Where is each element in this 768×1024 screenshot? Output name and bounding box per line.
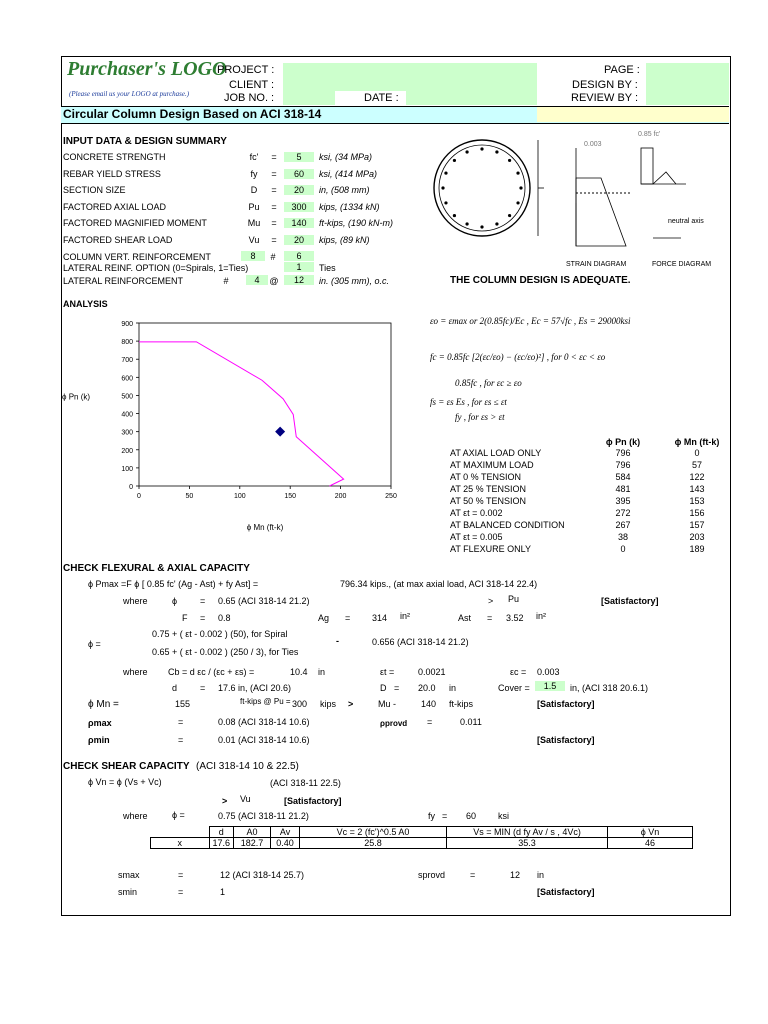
input-label: SECTION SIZE xyxy=(63,185,126,195)
input-val[interactable]: 60 xyxy=(284,169,314,179)
cb-unit: in xyxy=(318,667,326,677)
cap-row-pn: 796 xyxy=(615,448,631,458)
smax-value: 12 (ACI 318-14 25.7) xyxy=(220,870,305,880)
table-row xyxy=(151,827,693,838)
mn-value: 155 xyxy=(175,699,191,709)
adequate-message: THE COLUMN DESIGN IS ADEQUATE. xyxy=(450,275,631,286)
review-by-label: REVIEW BY : xyxy=(571,92,639,104)
rho-min-value: 0.01 (ACI 318-14 10.6) xyxy=(218,735,310,745)
cap-row-label: AT AXIAL LOAD ONLY xyxy=(450,448,542,458)
rho-satisfactory: [Satisfactory] xyxy=(537,735,595,745)
rebar xyxy=(465,222,468,225)
kips-unit: kips xyxy=(320,699,337,709)
rho-max-label: ρmax xyxy=(88,718,112,728)
gt-sign: > xyxy=(222,796,228,806)
date-label: DATE : xyxy=(364,92,399,104)
input-eq: = xyxy=(271,168,277,179)
cap-row-pn: 395 xyxy=(615,496,631,506)
td-a0: 182.7 xyxy=(234,838,271,849)
pmax-equation: ϕ Pmax =F ϕ [ 0.85 fc' (Ag - Ast) + fy Ast] = xyxy=(88,579,259,589)
mu-label: Mu - xyxy=(378,699,396,709)
phi-shear-value: 0.75 (ACI 318-11 21.2) xyxy=(218,811,309,821)
cover-unit: in, (ACI 318 20.6.1) xyxy=(570,683,649,693)
fy-label: fy xyxy=(428,811,436,821)
input-val[interactable]: 300 xyxy=(284,202,314,212)
td-phivn: 46 xyxy=(608,838,693,849)
cover-label: Cover = xyxy=(498,683,530,693)
smax-label: smax xyxy=(118,870,140,880)
input-unit: ksi, (414 MPa) xyxy=(319,168,378,179)
cap-row-label: AT MAXIMUM LOAD xyxy=(450,460,534,470)
sprov-label: sprovd xyxy=(418,870,446,880)
input-unit: ksi, (34 MPa) xyxy=(319,152,373,162)
eps-label: 0.003 xyxy=(584,141,602,148)
td-av: 0.40 xyxy=(271,838,300,849)
rho-prov-value: 0.011 xyxy=(460,717,482,727)
pu-label: Pu xyxy=(508,594,520,604)
y-tick-label: 800 xyxy=(121,339,133,347)
x-tick-label: 0 xyxy=(137,493,141,500)
vu-label: Vu xyxy=(240,794,251,804)
input-unit: ft-kips, (190 kN-m) xyxy=(319,218,394,228)
th-a0: A0 xyxy=(234,827,271,838)
s-satisfactory: [Satisfactory] xyxy=(537,887,595,897)
ec-label: εc = xyxy=(510,667,527,677)
ec-value: 0.003 xyxy=(537,667,560,677)
rho-min-label: ρmin xyxy=(88,735,110,745)
eq-sign: = xyxy=(178,735,184,745)
cap-row-mn: 0 xyxy=(694,448,700,458)
cap-row-mn: 189 xyxy=(689,544,705,554)
eq-fs-b: fy , for εs > εt xyxy=(455,412,505,422)
smin-value: 1 xyxy=(220,887,226,897)
cap-row-pn: 481 xyxy=(615,484,631,494)
rebar xyxy=(453,214,456,217)
phi-ties: 0.65 + ( εt - 0.002 ) (250 / 3), for Ties xyxy=(152,647,299,657)
input-sym: fy xyxy=(250,168,258,179)
input-val[interactable]: 20 xyxy=(284,235,314,245)
cb-value: 10.4 xyxy=(290,667,308,677)
cover-input[interactable]: 1.5 xyxy=(535,681,565,691)
input-label: FACTORED AXIAL LOAD xyxy=(63,201,167,212)
mu-value: 140 xyxy=(421,699,437,709)
lat-opt-label: LATERAL REINF. OPTION (0=Spirals, 1=Ties) xyxy=(63,263,249,273)
rebar xyxy=(495,222,498,225)
eq-sign: = xyxy=(178,717,184,727)
vert-size[interactable]: 6 xyxy=(284,251,314,261)
F-symbol: F xyxy=(182,613,188,623)
th-vc: Vc = 2 (fc')^0.5 A0 xyxy=(300,827,447,838)
rebar xyxy=(480,147,483,150)
vn-satisfactory: [Satisfactory] xyxy=(284,796,342,806)
th-av: Av xyxy=(271,827,300,838)
rebar-group xyxy=(441,147,522,228)
pmax-satisfactory: [Satisfactory] xyxy=(601,596,659,606)
rebar xyxy=(465,150,468,153)
Ast-symbol: Ast xyxy=(458,613,472,623)
eq-sign: = xyxy=(200,613,206,623)
input-unit: kips, (1334 kN) xyxy=(319,201,380,212)
input-eq: = xyxy=(271,234,277,245)
input-heading: INPUT DATA & DESIGN SUMMARY xyxy=(63,136,227,147)
rebar xyxy=(480,225,483,228)
input-sym: Mu xyxy=(247,218,261,228)
input-label: CONCRETE STRENGTH xyxy=(63,152,166,162)
D-symbol: D xyxy=(380,683,387,693)
cap-row-pn: 38 xyxy=(617,532,628,542)
eq-fc-b: 0.85fc , for εc ≥ εo xyxy=(455,378,522,388)
input-val[interactable]: 20 xyxy=(284,185,314,195)
job-label: JOB NO. : xyxy=(224,92,275,104)
tie-outline xyxy=(439,145,525,231)
y-axis-label: ϕ Pn (k) xyxy=(62,392,91,402)
lat-size[interactable]: 4 xyxy=(246,275,268,285)
project-label: PROJECT : xyxy=(217,64,275,76)
shear-heading: CHECK SHEAR CAPACITY xyxy=(63,761,190,772)
logo-note: (Please email us your LOGO at purchase.) xyxy=(69,90,190,98)
lat-unit: in. (305 mm), o.c. xyxy=(319,276,390,286)
F-value: 0.8 xyxy=(218,613,231,623)
in2-unit: in² xyxy=(400,611,411,621)
mn-satisfactory: [Satisfactory] xyxy=(537,699,595,709)
y-tick-label: 200 xyxy=(121,447,133,455)
td-x: x xyxy=(151,838,210,849)
rebar xyxy=(519,186,522,189)
in-unit: in xyxy=(537,870,545,880)
fy-value: 60 xyxy=(466,811,477,821)
D-value: 20.0 xyxy=(418,683,436,693)
eq-sign: = xyxy=(345,613,351,623)
eq-sign: = xyxy=(427,717,433,727)
cap-row-label: AT BALANCED CONDITION xyxy=(450,520,565,530)
y-tick-label: 600 xyxy=(121,375,133,383)
cap-row-mn: 203 xyxy=(689,532,705,542)
input-val[interactable]: 140 xyxy=(284,218,314,228)
input-eq: = xyxy=(271,185,277,195)
eq-sign: = xyxy=(178,870,184,880)
rho-prov-label: ρprovd xyxy=(380,719,408,728)
eq-sign: = xyxy=(200,596,206,606)
y-tick-label: 700 xyxy=(121,357,133,365)
eq-sign: = xyxy=(487,613,493,623)
lat-opt-text: Ties xyxy=(319,263,336,273)
vert-hash: # xyxy=(270,252,276,262)
design-by-label: DESIGN BY : xyxy=(572,79,638,91)
rebar xyxy=(508,214,511,217)
flexural-heading: CHECK FLEXURAL & AXIAL CAPACITY xyxy=(63,563,250,574)
cap-row-label: AT 0 % TENSION xyxy=(450,472,522,482)
neutral-axis-label: neutral axis xyxy=(668,218,704,225)
x-tick-label: 100 xyxy=(233,493,246,500)
cb-equation: Cb = d εc / (εc + εs) = xyxy=(168,667,255,677)
cap-row-label: AT 25 % TENSION xyxy=(450,484,527,494)
Ast-value: 3.52 xyxy=(506,613,524,623)
x-tick-label: 50 xyxy=(185,493,194,500)
column-outline xyxy=(434,140,530,236)
rebar xyxy=(495,150,498,153)
client-label: CLIENT : xyxy=(229,79,275,91)
section-diagram xyxy=(426,128,728,274)
y-tick-label: 500 xyxy=(121,393,133,401)
th-vs: Vs = MIN (d fy Av / s , 4Vc) xyxy=(447,827,608,838)
eq-epsilon: εo = εmax or 2(0.85fc)/Ec , Ec = 57√fc , Es = 29000ksi xyxy=(430,316,631,326)
x-axis-label: ϕ Mn (ft-k) xyxy=(246,523,284,532)
where-label: where xyxy=(123,667,148,677)
gt-sign: > xyxy=(348,699,354,709)
ftk-unit: ft-kips xyxy=(449,699,474,709)
cap-row-label: AT εt = 0.002 xyxy=(450,508,503,518)
rebar xyxy=(444,201,447,204)
cap-row-pn: 584 xyxy=(615,472,631,482)
lat-at: @ xyxy=(269,276,279,286)
phi-eq-label: ϕ = xyxy=(88,639,101,649)
et-value: 0.0021 xyxy=(418,667,446,677)
input-val[interactable]: 5 xyxy=(284,152,314,162)
eq-sign: = xyxy=(394,683,400,693)
Ag-value: 314 xyxy=(372,613,388,623)
force-top-label: 0.85 fc' xyxy=(638,131,661,138)
cap-row-pn: 796 xyxy=(615,460,631,470)
where-label: where xyxy=(123,596,148,606)
pmax-value: 796.34 kips., (at max axial load, ACI 318-14 22.4) xyxy=(340,579,538,589)
cap-row-mn: 157 xyxy=(689,520,705,530)
shear-table xyxy=(150,826,693,849)
lat-hash: # xyxy=(223,276,229,286)
input-unit: in, (508 mm) xyxy=(319,185,370,195)
logo: Purchaser's LOGO xyxy=(67,58,227,80)
eq-sign: = xyxy=(470,870,476,880)
cap-row-label: AT FLEXURE ONLY xyxy=(450,544,532,554)
cap-row-label: AT εt = 0.005 xyxy=(450,532,503,542)
mn-pu-value: 300 xyxy=(292,699,308,709)
x-tick-label: 200 xyxy=(334,493,347,500)
lat-opt-value[interactable]: 1 xyxy=(284,262,314,272)
date-field[interactable] xyxy=(406,91,537,105)
page-title: Circular Column Design Based on ACI 318-14 xyxy=(63,107,322,121)
input-eq: = xyxy=(271,201,277,212)
force-diagram-label: FORCE DIAGRAM xyxy=(652,261,712,268)
input-eq: = xyxy=(271,152,277,162)
cap-row-pn: 267 xyxy=(615,520,631,530)
eq-fc-a: fc = 0.85fc [2(εc/εo) − (εc/εo)²] , for 0 < εc < εo xyxy=(430,352,606,362)
rebar xyxy=(441,186,444,189)
phi-shear-label: ϕ = xyxy=(172,810,185,820)
vn-ref: (ACI 318-11 22.5) xyxy=(270,778,341,788)
page-label: PAGE : xyxy=(604,64,640,76)
d-symbol: d xyxy=(172,683,178,693)
where-label: where xyxy=(123,811,148,821)
title-bar-right xyxy=(537,107,729,122)
strain-diagram-label: STRAIN DIAGRAM xyxy=(566,261,627,268)
project-field[interactable] xyxy=(283,63,537,91)
cap-row-label: AT 50 % TENSION xyxy=(450,496,527,506)
input-label: REBAR YIELD STRESS xyxy=(63,168,161,179)
D-unit: in xyxy=(449,683,457,693)
cap-head-mn: ϕ Mn (ft-k) xyxy=(674,437,720,447)
y-tick-label: 400 xyxy=(121,411,133,419)
eq-fs-a: fs = εs Es , for εs ≤ εt xyxy=(430,397,507,407)
x-tick-label: 150 xyxy=(284,493,297,500)
rebar xyxy=(516,201,519,204)
minus-sign: - xyxy=(336,636,339,646)
ksi-unit: ksi xyxy=(498,811,509,821)
shear-ref: (ACI 318-14 10 & 22.5) xyxy=(196,761,299,772)
td-vc: 25.8 xyxy=(300,838,447,849)
vert-count[interactable]: 8 xyxy=(241,251,265,261)
input-sym: fc' xyxy=(249,152,259,162)
input-eq: = xyxy=(271,218,277,228)
input-sym: Pu xyxy=(248,201,260,212)
phi-computed: 0.656 (ACI 318-14 21.2) xyxy=(372,637,469,647)
rebar xyxy=(516,171,519,174)
rho-max-value: 0.08 (ACI 318-14 10.6) xyxy=(218,717,310,727)
x-tick-label: 250 xyxy=(385,493,397,500)
input-sym: Vu xyxy=(248,234,260,245)
et-label: εt = xyxy=(380,667,395,677)
y-tick-label: 0 xyxy=(129,484,133,491)
phi-symbol: ϕ xyxy=(172,596,178,606)
cap-row-mn: 143 xyxy=(689,484,705,494)
cap-row-mn: 57 xyxy=(691,460,702,470)
d-value: 17.6 in, (ACI 20.6) xyxy=(218,683,292,693)
input-sym: D xyxy=(250,185,258,195)
phi-value: 0.65 (ACI 318-14 21.2) xyxy=(218,596,310,606)
cap-head-pn: ϕ Pn (k) xyxy=(605,437,641,447)
cap-row-mn: 122 xyxy=(689,472,705,482)
eq-sign: = xyxy=(178,887,184,897)
interaction-chart xyxy=(60,312,420,542)
eq-sign: = xyxy=(442,811,448,821)
y-tick-label: 900 xyxy=(121,321,133,328)
smin-label: smin xyxy=(118,887,138,897)
in2-unit: in² xyxy=(536,611,547,621)
lat-spacing[interactable]: 12 xyxy=(284,275,314,285)
td-d: 17.6 xyxy=(209,838,234,849)
vn-equation: ϕ Vn = ϕ (Vs + Vc) xyxy=(88,777,162,787)
th-d: d xyxy=(209,827,234,838)
strain-diagram xyxy=(576,178,626,246)
sprov-value: 12 xyxy=(510,870,521,880)
eq-sign: = xyxy=(200,683,206,693)
cap-row-mn: 153 xyxy=(689,496,705,506)
cap-row-mn: 156 xyxy=(689,508,705,518)
td-vs: 35.3 xyxy=(447,838,608,849)
mn-label: ϕ Mn = xyxy=(88,699,119,710)
cap-row-pn: 272 xyxy=(615,508,631,518)
analysis-heading: ANALYSIS xyxy=(63,299,108,309)
cap-row-pn: 0 xyxy=(620,544,626,554)
phi-spiral: 0.75 + ( εt - 0.002 ) (50), for Spiral xyxy=(152,629,288,639)
table-row xyxy=(151,838,693,849)
th-phivn: ϕ Vn xyxy=(608,827,693,838)
lat-label: LATERAL REINFORCEMENT xyxy=(63,276,184,286)
mn-at-pu: ft-kips @ Pu = xyxy=(240,697,291,706)
rebar xyxy=(508,159,511,162)
vert-label: COLUMN VERT. REINFORCEMENT xyxy=(63,252,211,262)
rebar xyxy=(453,159,456,162)
job-field[interactable] xyxy=(283,91,335,105)
page-field[interactable] xyxy=(646,63,729,105)
input-label: FACTORED SHEAR LOAD xyxy=(63,234,173,245)
gt-sign: > xyxy=(488,596,494,606)
input-unit: kips, (89 kN) xyxy=(319,234,370,245)
y-tick-label: 300 xyxy=(121,429,133,437)
input-label: FACTORED MAGNIFIED MOMENT xyxy=(63,218,207,228)
rebar xyxy=(444,171,447,174)
Ag-symbol: Ag xyxy=(318,613,330,623)
plot-area xyxy=(139,323,391,486)
y-tick-label: 100 xyxy=(121,465,133,473)
